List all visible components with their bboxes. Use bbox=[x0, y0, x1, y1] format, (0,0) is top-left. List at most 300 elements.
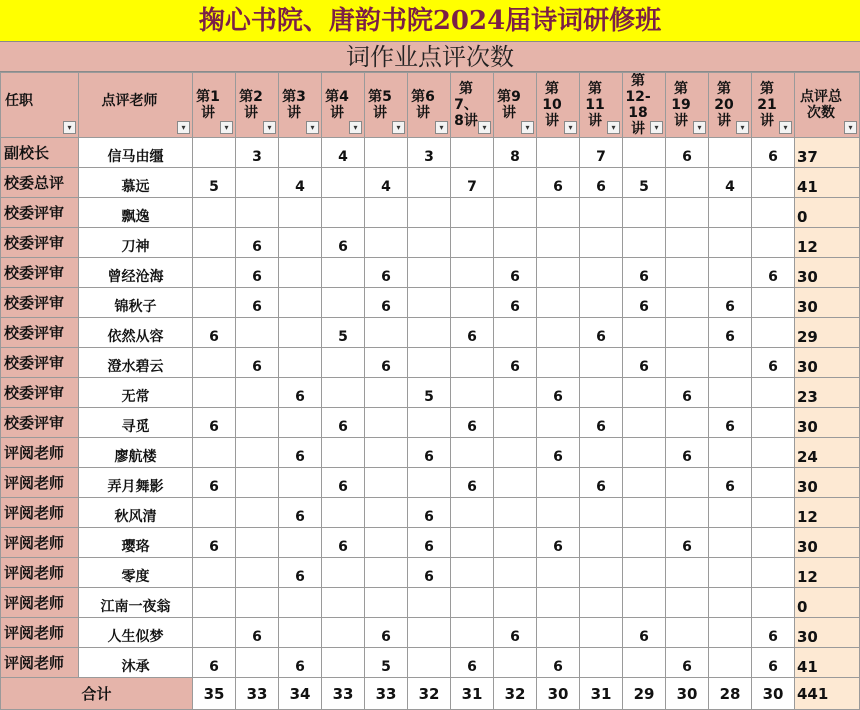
count-cell[interactable]: 6 bbox=[752, 618, 795, 648]
count-cell[interactable]: 6 bbox=[279, 648, 322, 678]
count-cell[interactable] bbox=[537, 558, 580, 588]
count-cell[interactable] bbox=[580, 558, 623, 588]
count-cell[interactable]: 6 bbox=[236, 228, 279, 258]
count-cell[interactable] bbox=[279, 588, 322, 618]
count-cell[interactable] bbox=[494, 408, 537, 438]
count-cell[interactable]: 6 bbox=[365, 288, 408, 318]
count-cell[interactable] bbox=[666, 318, 709, 348]
count-cell[interactable] bbox=[709, 258, 752, 288]
count-cell[interactable] bbox=[666, 228, 709, 258]
teacher-cell[interactable]: 廖航楼 bbox=[79, 438, 193, 468]
count-cell[interactable] bbox=[408, 408, 451, 438]
teacher-cell[interactable]: 飘逸 bbox=[79, 198, 193, 228]
total-cell[interactable]: 37 bbox=[795, 138, 860, 168]
count-cell[interactable] bbox=[580, 258, 623, 288]
count-cell[interactable] bbox=[494, 318, 537, 348]
count-cell[interactable] bbox=[451, 198, 494, 228]
summary-cell[interactable]: 30 bbox=[537, 678, 580, 710]
total-cell[interactable]: 30 bbox=[795, 468, 860, 498]
count-cell[interactable] bbox=[709, 228, 752, 258]
teacher-cell[interactable]: 璎珞 bbox=[79, 528, 193, 558]
role-cell[interactable]: 校委评审 bbox=[1, 228, 79, 258]
count-cell[interactable] bbox=[580, 228, 623, 258]
count-cell[interactable] bbox=[494, 648, 537, 678]
count-cell[interactable]: 5 bbox=[193, 168, 236, 198]
count-cell[interactable]: 5 bbox=[365, 648, 408, 678]
count-cell[interactable] bbox=[752, 198, 795, 228]
count-cell[interactable] bbox=[408, 288, 451, 318]
total-cell[interactable]: 24 bbox=[795, 438, 860, 468]
count-cell[interactable]: 6 bbox=[236, 258, 279, 288]
count-cell[interactable] bbox=[709, 138, 752, 168]
count-cell[interactable]: 6 bbox=[666, 528, 709, 558]
count-cell[interactable] bbox=[494, 528, 537, 558]
count-cell[interactable]: 6 bbox=[666, 378, 709, 408]
count-cell[interactable] bbox=[193, 288, 236, 318]
count-cell[interactable]: 6 bbox=[623, 258, 666, 288]
count-cell[interactable]: 4 bbox=[709, 168, 752, 198]
count-cell[interactable] bbox=[365, 498, 408, 528]
filter-dropdown-icon[interactable]: ▾ bbox=[349, 121, 362, 134]
summary-cell[interactable]: 30 bbox=[666, 678, 709, 710]
count-cell[interactable] bbox=[623, 528, 666, 558]
role-cell[interactable]: 校委总评 bbox=[1, 168, 79, 198]
summary-cell[interactable]: 32 bbox=[408, 678, 451, 710]
filter-dropdown-icon[interactable]: ▾ bbox=[564, 121, 577, 134]
count-cell[interactable]: 6 bbox=[451, 648, 494, 678]
count-cell[interactable]: 6 bbox=[408, 498, 451, 528]
count-cell[interactable] bbox=[279, 138, 322, 168]
count-cell[interactable] bbox=[451, 378, 494, 408]
count-cell[interactable] bbox=[623, 438, 666, 468]
count-cell[interactable] bbox=[279, 408, 322, 438]
count-cell[interactable]: 4 bbox=[365, 168, 408, 198]
count-cell[interactable] bbox=[279, 618, 322, 648]
count-cell[interactable]: 6 bbox=[580, 318, 623, 348]
count-cell[interactable]: 6 bbox=[193, 468, 236, 498]
count-cell[interactable] bbox=[666, 618, 709, 648]
count-cell[interactable] bbox=[408, 468, 451, 498]
count-cell[interactable] bbox=[666, 558, 709, 588]
count-cell[interactable]: 3 bbox=[408, 138, 451, 168]
count-cell[interactable] bbox=[537, 138, 580, 168]
count-cell[interactable] bbox=[709, 198, 752, 228]
count-cell[interactable]: 6 bbox=[193, 408, 236, 438]
count-cell[interactable] bbox=[752, 558, 795, 588]
filter-dropdown-icon[interactable]: ▾ bbox=[779, 121, 792, 134]
teacher-cell[interactable]: 秋风清 bbox=[79, 498, 193, 528]
count-cell[interactable] bbox=[193, 378, 236, 408]
count-cell[interactable] bbox=[666, 588, 709, 618]
count-cell[interactable] bbox=[451, 228, 494, 258]
count-cell[interactable] bbox=[365, 318, 408, 348]
count-cell[interactable]: 6 bbox=[279, 558, 322, 588]
count-cell[interactable]: 6 bbox=[322, 408, 365, 438]
count-cell[interactable] bbox=[236, 198, 279, 228]
count-cell[interactable]: 6 bbox=[193, 648, 236, 678]
count-cell[interactable]: 6 bbox=[666, 438, 709, 468]
total-cell[interactable]: 30 bbox=[795, 528, 860, 558]
count-cell[interactable]: 8 bbox=[494, 138, 537, 168]
count-cell[interactable]: 6 bbox=[193, 528, 236, 558]
count-cell[interactable]: 6 bbox=[752, 648, 795, 678]
role-cell[interactable]: 评阅老师 bbox=[1, 558, 79, 588]
count-cell[interactable] bbox=[322, 618, 365, 648]
count-cell[interactable] bbox=[580, 348, 623, 378]
filter-dropdown-icon[interactable]: ▾ bbox=[478, 121, 491, 134]
count-cell[interactable]: 5 bbox=[623, 168, 666, 198]
count-cell[interactable] bbox=[193, 618, 236, 648]
filter-dropdown-icon[interactable]: ▾ bbox=[306, 121, 319, 134]
count-cell[interactable] bbox=[752, 528, 795, 558]
count-cell[interactable]: 6 bbox=[537, 528, 580, 558]
count-cell[interactable]: 6 bbox=[279, 498, 322, 528]
count-cell[interactable] bbox=[236, 528, 279, 558]
count-cell[interactable] bbox=[322, 288, 365, 318]
role-cell[interactable]: 校委评审 bbox=[1, 258, 79, 288]
count-cell[interactable] bbox=[322, 378, 365, 408]
count-cell[interactable] bbox=[451, 438, 494, 468]
count-cell[interactable] bbox=[236, 438, 279, 468]
count-cell[interactable]: 5 bbox=[408, 378, 451, 408]
count-cell[interactable] bbox=[623, 498, 666, 528]
count-cell[interactable]: 6 bbox=[537, 168, 580, 198]
teacher-cell[interactable]: 江南一夜翁 bbox=[79, 588, 193, 618]
teacher-cell[interactable]: 弄月舞影 bbox=[79, 468, 193, 498]
count-cell[interactable] bbox=[709, 498, 752, 528]
filter-dropdown-icon[interactable]: ▾ bbox=[693, 121, 706, 134]
count-cell[interactable]: 6 bbox=[580, 168, 623, 198]
teacher-cell[interactable]: 依然从容 bbox=[79, 318, 193, 348]
count-cell[interactable]: 6 bbox=[666, 138, 709, 168]
count-cell[interactable] bbox=[193, 198, 236, 228]
filter-dropdown-icon[interactable]: ▾ bbox=[220, 121, 233, 134]
summary-cell[interactable]: 30 bbox=[752, 678, 795, 710]
filter-dropdown-icon[interactable]: ▾ bbox=[650, 121, 663, 134]
count-cell[interactable] bbox=[537, 348, 580, 378]
count-cell[interactable] bbox=[236, 558, 279, 588]
count-cell[interactable]: 6 bbox=[623, 618, 666, 648]
count-cell[interactable] bbox=[623, 588, 666, 618]
count-cell[interactable] bbox=[279, 228, 322, 258]
count-cell[interactable] bbox=[451, 618, 494, 648]
role-cell[interactable]: 校委评审 bbox=[1, 198, 79, 228]
count-cell[interactable] bbox=[279, 528, 322, 558]
count-cell[interactable]: 6 bbox=[709, 318, 752, 348]
count-cell[interactable]: 6 bbox=[580, 408, 623, 438]
count-cell[interactable] bbox=[193, 228, 236, 258]
count-cell[interactable] bbox=[365, 438, 408, 468]
count-cell[interactable]: 7 bbox=[580, 138, 623, 168]
count-cell[interactable] bbox=[752, 588, 795, 618]
filter-dropdown-icon[interactable]: ▾ bbox=[392, 121, 405, 134]
count-cell[interactable] bbox=[322, 648, 365, 678]
grand-total-cell[interactable]: 441 bbox=[795, 678, 860, 710]
count-cell[interactable] bbox=[322, 558, 365, 588]
summary-cell[interactable]: 31 bbox=[580, 678, 623, 710]
role-cell[interactable]: 评阅老师 bbox=[1, 648, 79, 678]
count-cell[interactable]: 6 bbox=[752, 348, 795, 378]
teacher-cell[interactable]: 人生似梦 bbox=[79, 618, 193, 648]
count-cell[interactable] bbox=[193, 498, 236, 528]
role-cell[interactable]: 评阅老师 bbox=[1, 468, 79, 498]
summary-cell[interactable]: 33 bbox=[322, 678, 365, 710]
total-cell[interactable]: 30 bbox=[795, 288, 860, 318]
count-cell[interactable] bbox=[666, 168, 709, 198]
count-cell[interactable] bbox=[709, 348, 752, 378]
count-cell[interactable] bbox=[279, 288, 322, 318]
teacher-cell[interactable]: 慕远 bbox=[79, 168, 193, 198]
count-cell[interactable] bbox=[666, 348, 709, 378]
count-cell[interactable]: 6 bbox=[236, 288, 279, 318]
role-cell[interactable]: 评阅老师 bbox=[1, 588, 79, 618]
count-cell[interactable] bbox=[752, 468, 795, 498]
count-cell[interactable] bbox=[365, 378, 408, 408]
count-cell[interactable] bbox=[580, 528, 623, 558]
count-cell[interactable] bbox=[322, 438, 365, 468]
role-cell[interactable]: 校委评审 bbox=[1, 348, 79, 378]
count-cell[interactable] bbox=[408, 348, 451, 378]
total-cell[interactable]: 41 bbox=[795, 168, 860, 198]
count-cell[interactable] bbox=[193, 588, 236, 618]
teacher-cell[interactable]: 澄水碧云 bbox=[79, 348, 193, 378]
count-cell[interactable] bbox=[279, 258, 322, 288]
count-cell[interactable] bbox=[365, 408, 408, 438]
total-cell[interactable]: 30 bbox=[795, 408, 860, 438]
count-cell[interactable] bbox=[236, 378, 279, 408]
teacher-cell[interactable]: 无常 bbox=[79, 378, 193, 408]
count-cell[interactable] bbox=[408, 228, 451, 258]
count-cell[interactable] bbox=[322, 198, 365, 228]
filter-dropdown-icon[interactable]: ▾ bbox=[844, 121, 857, 134]
count-cell[interactable] bbox=[451, 558, 494, 588]
total-cell[interactable]: 0 bbox=[795, 588, 860, 618]
count-cell[interactable] bbox=[193, 258, 236, 288]
count-cell[interactable] bbox=[752, 228, 795, 258]
filter-dropdown-icon[interactable]: ▾ bbox=[63, 121, 76, 134]
count-cell[interactable] bbox=[709, 378, 752, 408]
count-cell[interactable] bbox=[365, 528, 408, 558]
count-cell[interactable] bbox=[709, 648, 752, 678]
count-cell[interactable] bbox=[408, 618, 451, 648]
count-cell[interactable]: 6 bbox=[709, 288, 752, 318]
count-cell[interactable] bbox=[322, 258, 365, 288]
total-cell[interactable]: 30 bbox=[795, 618, 860, 648]
count-cell[interactable] bbox=[279, 468, 322, 498]
count-cell[interactable] bbox=[365, 588, 408, 618]
count-cell[interactable]: 6 bbox=[365, 258, 408, 288]
count-cell[interactable]: 6 bbox=[494, 618, 537, 648]
filter-dropdown-icon[interactable]: ▾ bbox=[177, 121, 190, 134]
count-cell[interactable] bbox=[537, 618, 580, 648]
count-cell[interactable] bbox=[709, 618, 752, 648]
count-cell[interactable] bbox=[752, 438, 795, 468]
count-cell[interactable]: 6 bbox=[365, 348, 408, 378]
count-cell[interactable] bbox=[580, 378, 623, 408]
summary-cell[interactable]: 33 bbox=[365, 678, 408, 710]
count-cell[interactable] bbox=[365, 228, 408, 258]
teacher-cell[interactable]: 锦秋子 bbox=[79, 288, 193, 318]
count-cell[interactable] bbox=[408, 588, 451, 618]
count-cell[interactable] bbox=[494, 168, 537, 198]
count-cell[interactable] bbox=[451, 528, 494, 558]
role-cell[interactable]: 校委评审 bbox=[1, 408, 79, 438]
count-cell[interactable] bbox=[322, 168, 365, 198]
count-cell[interactable]: 6 bbox=[236, 618, 279, 648]
count-cell[interactable] bbox=[666, 198, 709, 228]
count-cell[interactable] bbox=[709, 588, 752, 618]
summary-cell[interactable]: 29 bbox=[623, 678, 666, 710]
count-cell[interactable] bbox=[580, 438, 623, 468]
teacher-cell[interactable]: 寻觅 bbox=[79, 408, 193, 438]
count-cell[interactable] bbox=[752, 288, 795, 318]
total-cell[interactable]: 30 bbox=[795, 348, 860, 378]
count-cell[interactable]: 6 bbox=[494, 258, 537, 288]
count-cell[interactable]: 6 bbox=[709, 468, 752, 498]
filter-dropdown-icon[interactable]: ▾ bbox=[263, 121, 276, 134]
count-cell[interactable] bbox=[752, 318, 795, 348]
count-cell[interactable]: 6 bbox=[365, 618, 408, 648]
count-cell[interactable]: 6 bbox=[537, 648, 580, 678]
count-cell[interactable] bbox=[193, 138, 236, 168]
total-cell[interactable]: 12 bbox=[795, 498, 860, 528]
count-cell[interactable]: 6 bbox=[236, 348, 279, 378]
count-cell[interactable]: 6 bbox=[623, 348, 666, 378]
count-cell[interactable] bbox=[322, 498, 365, 528]
count-cell[interactable] bbox=[537, 288, 580, 318]
teacher-cell[interactable]: 刀神 bbox=[79, 228, 193, 258]
count-cell[interactable] bbox=[494, 588, 537, 618]
count-cell[interactable] bbox=[494, 378, 537, 408]
count-cell[interactable] bbox=[365, 558, 408, 588]
count-cell[interactable] bbox=[236, 588, 279, 618]
count-cell[interactable] bbox=[408, 648, 451, 678]
count-cell[interactable] bbox=[537, 198, 580, 228]
count-cell[interactable]: 6 bbox=[193, 318, 236, 348]
count-cell[interactable]: 6 bbox=[322, 468, 365, 498]
role-cell[interactable]: 校委评审 bbox=[1, 288, 79, 318]
summary-cell[interactable]: 32 bbox=[494, 678, 537, 710]
count-cell[interactable] bbox=[494, 558, 537, 588]
count-cell[interactable] bbox=[236, 498, 279, 528]
count-cell[interactable]: 6 bbox=[752, 258, 795, 288]
summary-cell[interactable]: 31 bbox=[451, 678, 494, 710]
role-cell[interactable]: 评阅老师 bbox=[1, 618, 79, 648]
total-cell[interactable]: 30 bbox=[795, 258, 860, 288]
count-cell[interactable]: 6 bbox=[279, 378, 322, 408]
count-cell[interactable] bbox=[279, 348, 322, 378]
count-cell[interactable]: 6 bbox=[537, 438, 580, 468]
count-cell[interactable]: 3 bbox=[236, 138, 279, 168]
role-cell[interactable]: 校委评审 bbox=[1, 378, 79, 408]
count-cell[interactable] bbox=[666, 468, 709, 498]
count-cell[interactable]: 6 bbox=[752, 138, 795, 168]
count-cell[interactable]: 6 bbox=[494, 348, 537, 378]
count-cell[interactable]: 6 bbox=[666, 648, 709, 678]
count-cell[interactable] bbox=[279, 318, 322, 348]
count-cell[interactable]: 6 bbox=[451, 318, 494, 348]
count-cell[interactable] bbox=[451, 138, 494, 168]
count-cell[interactable] bbox=[537, 498, 580, 528]
count-cell[interactable] bbox=[623, 228, 666, 258]
count-cell[interactable] bbox=[451, 348, 494, 378]
count-cell[interactable]: 6 bbox=[322, 228, 365, 258]
count-cell[interactable] bbox=[580, 198, 623, 228]
count-cell[interactable]: 6 bbox=[580, 468, 623, 498]
count-cell[interactable] bbox=[494, 228, 537, 258]
count-cell[interactable] bbox=[623, 558, 666, 588]
count-cell[interactable] bbox=[537, 408, 580, 438]
count-cell[interactable] bbox=[752, 168, 795, 198]
filter-dropdown-icon[interactable]: ▾ bbox=[736, 121, 749, 134]
role-cell[interactable]: 评阅老师 bbox=[1, 498, 79, 528]
count-cell[interactable] bbox=[666, 498, 709, 528]
count-cell[interactable] bbox=[580, 648, 623, 678]
count-cell[interactable]: 7 bbox=[451, 168, 494, 198]
count-cell[interactable]: 6 bbox=[322, 528, 365, 558]
count-cell[interactable] bbox=[623, 408, 666, 438]
total-cell[interactable]: 41 bbox=[795, 648, 860, 678]
count-cell[interactable] bbox=[236, 408, 279, 438]
count-cell[interactable] bbox=[709, 528, 752, 558]
count-cell[interactable] bbox=[451, 288, 494, 318]
count-cell[interactable] bbox=[494, 498, 537, 528]
count-cell[interactable] bbox=[408, 318, 451, 348]
teacher-cell[interactable]: 沐承 bbox=[79, 648, 193, 678]
count-cell[interactable]: 4 bbox=[279, 168, 322, 198]
count-cell[interactable]: 6 bbox=[408, 438, 451, 468]
count-cell[interactable] bbox=[322, 588, 365, 618]
count-cell[interactable] bbox=[666, 258, 709, 288]
count-cell[interactable] bbox=[236, 168, 279, 198]
count-cell[interactable] bbox=[494, 468, 537, 498]
count-cell[interactable] bbox=[365, 468, 408, 498]
count-cell[interactable] bbox=[408, 168, 451, 198]
count-cell[interactable] bbox=[537, 258, 580, 288]
teacher-cell[interactable]: 曾经沧海 bbox=[79, 258, 193, 288]
role-cell[interactable]: 评阅老师 bbox=[1, 528, 79, 558]
count-cell[interactable] bbox=[623, 378, 666, 408]
total-cell[interactable]: 29 bbox=[795, 318, 860, 348]
count-cell[interactable] bbox=[365, 198, 408, 228]
count-cell[interactable]: 6 bbox=[709, 408, 752, 438]
count-cell[interactable] bbox=[494, 438, 537, 468]
count-cell[interactable]: 6 bbox=[537, 378, 580, 408]
count-cell[interactable] bbox=[709, 558, 752, 588]
count-cell[interactable] bbox=[752, 408, 795, 438]
count-cell[interactable] bbox=[236, 318, 279, 348]
count-cell[interactable] bbox=[580, 588, 623, 618]
count-cell[interactable] bbox=[537, 318, 580, 348]
count-cell[interactable] bbox=[709, 438, 752, 468]
count-cell[interactable] bbox=[752, 378, 795, 408]
count-cell[interactable] bbox=[193, 558, 236, 588]
summary-label[interactable]: 合计 bbox=[1, 678, 193, 710]
count-cell[interactable]: 6 bbox=[408, 558, 451, 588]
count-cell[interactable] bbox=[537, 468, 580, 498]
count-cell[interactable] bbox=[580, 618, 623, 648]
count-cell[interactable] bbox=[279, 198, 322, 228]
summary-cell[interactable]: 34 bbox=[279, 678, 322, 710]
count-cell[interactable] bbox=[365, 138, 408, 168]
count-cell[interactable]: 4 bbox=[322, 138, 365, 168]
count-cell[interactable]: 6 bbox=[451, 468, 494, 498]
count-cell[interactable]: 6 bbox=[494, 288, 537, 318]
role-cell[interactable]: 校委评审 bbox=[1, 318, 79, 348]
summary-cell[interactable]: 33 bbox=[236, 678, 279, 710]
count-cell[interactable] bbox=[193, 348, 236, 378]
count-cell[interactable]: 6 bbox=[623, 288, 666, 318]
